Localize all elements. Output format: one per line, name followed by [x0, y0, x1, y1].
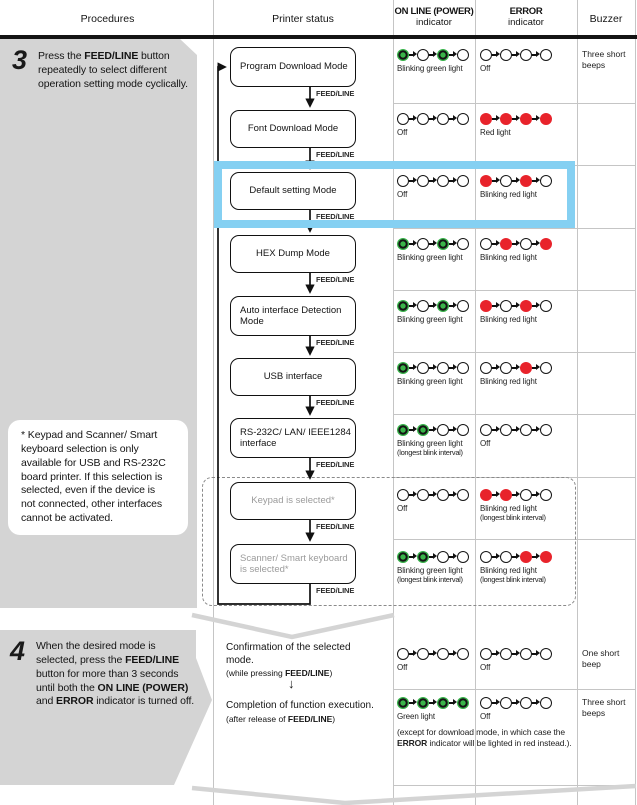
- online-indicator-cell: [397, 113, 474, 137]
- error-indicator-cell: [480, 238, 575, 262]
- arrow-icon: [532, 300, 540, 312]
- led-label: Off: [480, 663, 491, 672]
- led-green: [437, 238, 449, 250]
- completion-line: Completion of function execution.: [226, 700, 374, 711]
- online-indicator-cell: [397, 49, 474, 73]
- arrow-icon: [512, 238, 520, 250]
- arrow-icon: [492, 648, 500, 660]
- mode-box-font-download: Font Download Mode: [230, 110, 356, 148]
- arrow-icon: [429, 489, 437, 501]
- led-off: [457, 362, 469, 374]
- led-red: [500, 113, 512, 125]
- led-off: [520, 49, 532, 61]
- step3-text-part: Press the: [38, 50, 85, 62]
- led-sequence: [397, 648, 474, 660]
- arrow-icon: [492, 238, 500, 250]
- arrow-icon: [532, 648, 540, 660]
- arrow-icon: [492, 362, 500, 374]
- header-procedures: Procedures: [80, 13, 135, 25]
- error-indicator-cell: [480, 489, 575, 522]
- led-off: [437, 648, 449, 660]
- online-indicator-cell: [397, 300, 474, 324]
- led-label: Blinking green light: [397, 566, 463, 575]
- led-off: [457, 424, 469, 436]
- step3-feedline-bold: FEED/LINE: [84, 50, 139, 62]
- led-off: [480, 362, 492, 374]
- led-off: [417, 49, 429, 61]
- led-off: [540, 49, 552, 61]
- arrow-icon: [532, 113, 540, 125]
- led-sequence: [480, 113, 575, 125]
- buzzer-cell: Three short beeps: [582, 49, 626, 70]
- arrow-icon: [449, 238, 457, 250]
- led-off: [457, 648, 469, 660]
- arrow-icon: [492, 551, 500, 563]
- arrow-icon: [409, 300, 417, 312]
- arrow-icon: [429, 300, 437, 312]
- arrow-icon: [532, 238, 540, 250]
- led-red: [520, 551, 532, 563]
- arrow-icon: [409, 648, 417, 660]
- led-sublabel: (longest blink interval): [397, 448, 463, 457]
- led-sublabel: (longest blink interval): [397, 575, 463, 584]
- led-label: Blinking green light: [397, 377, 463, 386]
- step4-text-part: button for more than 3 seconds until both the: [36, 667, 179, 694]
- arrow-icon: [492, 489, 500, 501]
- arrow-icon: [532, 424, 540, 436]
- header-error-line1: ERROR: [509, 6, 543, 17]
- led-off: [540, 300, 552, 312]
- step4-number: 4: [10, 636, 26, 666]
- led-off: [457, 489, 469, 501]
- led-green: [417, 697, 429, 709]
- led-green: [397, 238, 409, 250]
- arrow-icon: [532, 362, 540, 374]
- led-label: Red light: [480, 128, 511, 137]
- arrow-icon: [492, 175, 500, 187]
- led-off: [520, 489, 532, 501]
- led-red: [480, 300, 492, 312]
- led-sequence: [397, 362, 474, 374]
- online-indicator-cell: [397, 362, 474, 386]
- error-indicator-cell: [480, 697, 575, 721]
- bottom-chevron: [192, 786, 636, 803]
- arrow-icon: [512, 489, 520, 501]
- led-red: [500, 489, 512, 501]
- arrow-icon: [449, 49, 457, 61]
- mode-box-rs232c-lan: RS-232C/ LAN/ IEEE1284 interface: [230, 418, 356, 458]
- arrow-icon: [512, 300, 520, 312]
- led-sequence: [397, 551, 474, 563]
- led-off: [500, 424, 512, 436]
- arrow-icon: [492, 113, 500, 125]
- led-off: [540, 175, 552, 187]
- arrow-icon: [429, 238, 437, 250]
- led-off: [540, 697, 552, 709]
- led-off: [500, 551, 512, 563]
- led-red: [540, 113, 552, 125]
- arrow-icon: [449, 697, 457, 709]
- led-label: Blinking red light: [480, 377, 537, 386]
- led-green: [397, 49, 409, 61]
- led-sequence: [480, 300, 575, 312]
- led-green: [397, 551, 409, 563]
- feedline-label: FEED/LINE: [316, 460, 355, 469]
- led-red: [520, 362, 532, 374]
- online-indicator-cell: [397, 551, 474, 584]
- led-green: [437, 49, 449, 61]
- arrow-icon: [409, 424, 417, 436]
- arrow-icon: [449, 551, 457, 563]
- led-red: [520, 113, 532, 125]
- led-label: Off: [480, 439, 491, 448]
- led-off: [457, 113, 469, 125]
- arrow-icon: [512, 424, 520, 436]
- mode-box-scanner-selected: Scanner/ Smart keyboard is selected*: [230, 544, 356, 584]
- led-sequence: [397, 49, 474, 61]
- led-green: [437, 697, 449, 709]
- arrow-icon: [449, 648, 457, 660]
- completion-exception-note: (except for download mode, in which case the ERROR indicator will be lighted in red instead.).: [397, 727, 572, 749]
- arrow-icon: [409, 238, 417, 250]
- section-chevron: [192, 615, 394, 637]
- arrow-icon: [449, 424, 457, 436]
- step4-text-part: and: [36, 695, 57, 708]
- arrow-icon: [512, 362, 520, 374]
- mode-box-auto-interface: Auto interface Detection Mode: [230, 296, 356, 336]
- led-sublabel: (longest blink interval): [480, 575, 546, 584]
- feedline-label: FEED/LINE: [316, 150, 355, 159]
- led-green: [437, 300, 449, 312]
- arrow-icon: [512, 697, 520, 709]
- error-indicator-cell: [480, 49, 575, 73]
- arrow-icon: [449, 489, 457, 501]
- online-indicator-cell: [397, 697, 474, 721]
- arrow-icon: [512, 113, 520, 125]
- completion-text: [226, 700, 378, 724]
- led-label: Blinking green light: [397, 315, 463, 324]
- error-indicator-cell: [480, 113, 575, 137]
- error-indicator-cell: [480, 175, 575, 199]
- led-label: Blinking red light: [480, 253, 537, 262]
- feedline-label: FEED/LINE: [316, 212, 355, 221]
- mode-box-program-download: Program Download Mode: [230, 47, 356, 87]
- feedline-label: FEED/LINE: [316, 586, 355, 595]
- led-label: Blinking red light: [480, 315, 537, 324]
- led-sequence: [480, 238, 575, 250]
- led-sequence: [397, 113, 474, 125]
- arrow-icon: [429, 551, 437, 563]
- led-off: [500, 175, 512, 187]
- step4-online-bold: ON LINE (POWER): [97, 681, 189, 694]
- arrow-icon: [449, 113, 457, 125]
- led-off: [540, 362, 552, 374]
- arrow-icon: [409, 113, 417, 125]
- led-red: [500, 238, 512, 250]
- buzzer-cell: One short beep: [582, 648, 620, 669]
- step4-feedline-bold: FEED/LINE: [125, 653, 180, 666]
- step3-number: 3: [12, 45, 28, 75]
- arrow-icon: [512, 648, 520, 660]
- online-indicator-cell: [397, 175, 474, 199]
- feedline-label: FEED/LINE: [316, 338, 355, 347]
- feedline-label: FEED/LINE: [316, 89, 355, 98]
- led-label: Blinking green light: [397, 439, 463, 448]
- feedline-bold: FEED/LINE: [285, 668, 330, 678]
- arrow-icon: [409, 49, 417, 61]
- mode-box-default-setting: Default setting Mode: [230, 172, 356, 210]
- led-off: [500, 362, 512, 374]
- error-bold: ERROR: [397, 738, 428, 749]
- led-off: [437, 551, 449, 563]
- arrow-icon: [532, 175, 540, 187]
- led-sequence: [480, 175, 575, 187]
- led-red: [480, 113, 492, 125]
- led-off: [480, 697, 492, 709]
- led-sequence: [480, 697, 575, 709]
- step4-text-part: indicator is turned off.: [93, 695, 195, 708]
- keypad-footnote: * Keypad and Scanner/ Smart keyboard selection is only available for USB and RS-232C board printer. If this selection is selected, even if the device is not connected, other interfaces cannot be activated.: [8, 420, 188, 535]
- led-sequence: [397, 175, 474, 187]
- arrow-icon: [512, 49, 520, 61]
- led-sequence: [397, 697, 474, 709]
- completion-paren: (after release of FEED/LINE): [226, 713, 336, 724]
- led-sequence: [397, 489, 474, 501]
- led-off: [540, 424, 552, 436]
- error-indicator-cell: [480, 648, 575, 672]
- feedline-label: FEED/LINE: [316, 398, 355, 407]
- led-off: [437, 175, 449, 187]
- led-green: [397, 362, 409, 374]
- led-off: [520, 697, 532, 709]
- led-green: [417, 551, 429, 563]
- arrow-icon: [409, 697, 417, 709]
- led-sequence: [397, 424, 474, 436]
- header-online-line2: indicator: [416, 17, 452, 28]
- led-off: [397, 175, 409, 187]
- feedline-bold: FEED/LINE: [287, 713, 333, 724]
- led-green: [397, 424, 409, 436]
- led-green: [397, 300, 409, 312]
- confirmation-text: [226, 642, 378, 679]
- led-off: [417, 648, 429, 660]
- arrow-icon: [409, 175, 417, 187]
- led-label: Off: [397, 504, 408, 513]
- led-off: [480, 238, 492, 250]
- led-label: Off: [397, 190, 408, 199]
- led-sequence: [397, 238, 474, 250]
- arrow-icon: [492, 300, 500, 312]
- led-sequence: [480, 49, 575, 61]
- mode-box-keypad-selected: Keypad is selected*: [230, 482, 356, 520]
- arrow-icon: [429, 175, 437, 187]
- led-label: Blinking red light: [480, 504, 537, 513]
- led-green: [417, 424, 429, 436]
- led-off: [437, 424, 449, 436]
- arrow-icon: [492, 424, 500, 436]
- led-sequence: [480, 648, 575, 660]
- led-red: [520, 300, 532, 312]
- led-off: [520, 424, 532, 436]
- led-sequence: [480, 489, 575, 501]
- step4-error-bold: ERROR: [56, 695, 94, 708]
- confirmation-line: Confirmation of the selected mode.: [226, 642, 351, 666]
- arrow-icon: [492, 49, 500, 61]
- led-off: [397, 648, 409, 660]
- feedline-label: FEED/LINE: [316, 275, 355, 284]
- led-off: [457, 300, 469, 312]
- led-off: [417, 238, 429, 250]
- led-off: [480, 648, 492, 660]
- header-printer-status: Printer status: [272, 13, 334, 25]
- led-off: [417, 175, 429, 187]
- led-off: [500, 49, 512, 61]
- led-sequence: [397, 300, 474, 312]
- led-off: [480, 49, 492, 61]
- led-green: [457, 697, 469, 709]
- led-red: [520, 175, 532, 187]
- arrow-icon: [429, 362, 437, 374]
- step4-text-part: When the desired mode is selected, press the: [36, 640, 156, 666]
- mode-box-usb-interface: USB interface: [230, 358, 356, 396]
- arrow-icon: [532, 697, 540, 709]
- arrow-icon: [532, 49, 540, 61]
- arrow-icon: [429, 697, 437, 709]
- led-off: [480, 551, 492, 563]
- led-off: [397, 113, 409, 125]
- led-label: Blinking red light: [480, 190, 537, 199]
- arrow-icon: [429, 49, 437, 61]
- down-arrow-icon: ↓: [288, 676, 295, 691]
- led-off: [520, 648, 532, 660]
- error-indicator-cell: [480, 362, 575, 386]
- online-indicator-cell: [397, 489, 474, 513]
- error-indicator-cell: [480, 551, 575, 584]
- led-sequence: [480, 362, 575, 374]
- led-label: Off: [480, 64, 491, 73]
- error-indicator-cell: [480, 300, 575, 324]
- led-label: Off: [397, 663, 408, 672]
- error-indicator-cell: [480, 424, 575, 448]
- led-sequence: [480, 551, 575, 563]
- arrow-icon: [429, 113, 437, 125]
- led-off: [417, 362, 429, 374]
- led-label: Blinking green light: [397, 64, 463, 73]
- led-off: [397, 489, 409, 501]
- header-online-line1: ON LINE (POWER): [394, 6, 474, 17]
- arrow-icon: [409, 489, 417, 501]
- arrow-icon: [512, 175, 520, 187]
- led-off: [417, 300, 429, 312]
- led-off: [457, 175, 469, 187]
- arrow-icon: [492, 697, 500, 709]
- led-sequence: [480, 424, 575, 436]
- led-label: Blinking green light: [397, 253, 463, 262]
- header-buzzer: Buzzer: [589, 13, 623, 25]
- step3-text-part: button repeatedly to select different operation setting mode cyclically.: [38, 50, 188, 90]
- online-indicator-cell: [397, 424, 474, 457]
- mode-box-hex-dump: HEX Dump Mode: [230, 235, 356, 273]
- arrow-icon: [409, 551, 417, 563]
- led-green: [397, 697, 409, 709]
- led-off: [500, 648, 512, 660]
- arrow-icon: [429, 424, 437, 436]
- led-off: [437, 362, 449, 374]
- arrow-icon: [532, 489, 540, 501]
- led-label: Off: [397, 128, 408, 137]
- led-red: [540, 238, 552, 250]
- led-off: [500, 697, 512, 709]
- led-red: [540, 551, 552, 563]
- buzzer-cell: Three short beeps: [582, 697, 626, 718]
- arrow-icon: [449, 300, 457, 312]
- led-off: [457, 49, 469, 61]
- led-label: Green light: [397, 712, 436, 721]
- led-off: [540, 489, 552, 501]
- arrow-icon: [512, 551, 520, 563]
- led-off: [480, 424, 492, 436]
- led-off: [457, 238, 469, 250]
- header-error-line2: indicator: [508, 17, 544, 28]
- led-off: [417, 489, 429, 501]
- feedline-label: FEED/LINE: [316, 522, 355, 531]
- led-sublabel: (longest blink interval): [480, 513, 546, 522]
- led-label: Blinking red light: [480, 566, 537, 575]
- led-label: Off: [480, 712, 491, 721]
- confirmation-paren: (while pressing FEED/LINE): [226, 668, 333, 678]
- arrow-icon: [429, 648, 437, 660]
- led-red: [480, 489, 492, 501]
- led-off: [540, 648, 552, 660]
- led-off: [437, 489, 449, 501]
- led-red: [480, 175, 492, 187]
- led-off: [437, 113, 449, 125]
- online-indicator-cell: [397, 648, 474, 672]
- led-off: [500, 300, 512, 312]
- led-off: [457, 551, 469, 563]
- led-off: [520, 238, 532, 250]
- arrow-icon: [409, 362, 417, 374]
- online-indicator-cell: [397, 238, 474, 262]
- led-off: [417, 113, 429, 125]
- arrow-icon: [449, 362, 457, 374]
- arrow-icon: [532, 551, 540, 563]
- arrow-icon: [449, 175, 457, 187]
